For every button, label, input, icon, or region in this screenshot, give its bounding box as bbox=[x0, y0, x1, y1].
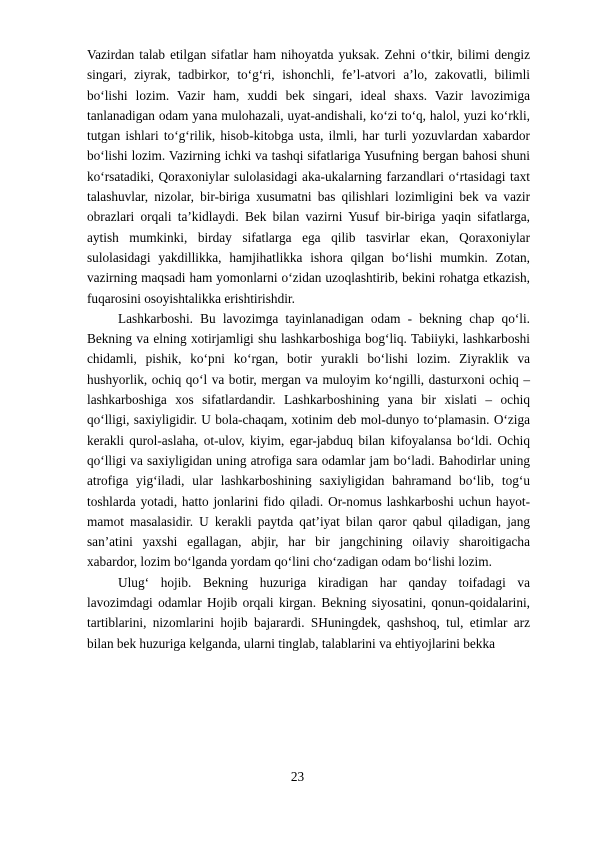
paragraph-lashkarboshi: Lashkarboshi. Bu lavozimga tayinlanadigan odam - bekning chap qo‘li. Bekning va elning xotirjamligi shu lashkarboshiga bog‘liq. Tabiiyki, lashkarboshi chidamli, pishik, ko‘pni ko‘rgan, botir yurakli bo‘lishi lozim. Ziyraklik va hushyorlik, ochiq qo‘l va botir, mergan va muloyim ko‘ngilli, dasturxoni ochiq – lashkarboshiga xos sifatlardandir. Lashkarboshining yana bir xislati – ochiq qo‘lligi, saxiyligidir. U bola-chaqam, xotinim deb mol-dunyo to‘plamasin. O‘ziga kerakli qurol-aslaha, ot-ulov, kiyim, egar-jabduq bilan kifoyalansa bo‘ldi. Ochiq qo‘lligi va saxiyligidan uning atrofiga sara odamlar jam bo‘ladi. Bahodirlar uning atrofiga yig‘iladi, ular lashkarboshining saxiyligidan bahramand bo‘lib, tog‘u toshlarda yotadi, hatto jonlarini fido qiladi. Or-nomus lashkarboshi uchun hayot-mamot masalasidir. U kerakli paytda qat’iyat bilan qaror qabul qiladigan, jang san’atini yaxshi egallagan, abjir, har bir jangchining oilaviy sharoitigacha xabardor, lozim bo‘lganda yordam qo‘lini cho‘zadigan odam bo‘lishi lozim. bbox=[87, 310, 530, 570]
paragraph-ulug-hojib: Ulug‘ hojib. Bekning huzuriga kiradigan har qanday toifadagi va lavozimdagi odamlar Hojib orqali kirgan. Bekning siyosatini, qonun-qoidalarini, tartiblarini, nizomlarini hojib bajarardi. SHuningdek, qashshoq, tul, etimlar arz bilan bek huzuriga kelganda, ularni tinglab, talablarini va ehtiyojlarini bekka bbox=[87, 574, 530, 651]
paragraph-vazir: Vazirdan talab etilgan sifatlar ham nihoyatda yuksak. Zehni o‘tkir, bilimi dengiz singari, ziyrak, tadbirkor, to‘g‘ri, ishonchli, fe’l-atvori a’lo, zakovatli, bilimli bo‘lishi lozim. Vazir ham, xuddi bek singari, ideal shaxs. Vazir lavozimiga tanlanadigan odam yana mulohazali, uyat-andishali, ko‘zi to‘q, halol, yuzi ko‘rkli, tutgan ishlari to‘g‘rilik, hisob-kitobga usta, ilmli, har turli yozuvlardan xabardor bo‘lishi lozim. Vazirning ichki va tashqi sifatlariga Yusufning bergan bahosi shuni ko‘rsatadiki, Qoraxoniylar sulolasidagi aka-ukalarning farzandlari o‘rtasidagi taxt talashuvlar, nizolar, bir-biriga xusumatni bas qilishlari lozimligini bek va vazir obrazlari orqali ta’kidlaydi. Bek bilan vazirni Yusuf bir-biriga yaqin sifatlarga, aytish mumkinki, birday sifatlarga ega qilib tasvirlar ekan, Qoraxoniylar sulolasidagi yakdillikka, hamjihatlikka ishora qilgan bo‘lishi mumkin. Zotan, vazirning maqsadi ham yomonlarni o‘zidan uzoqlashtirib, bekini rohatga etkazish, fuqarosini osoyishtalikka erishtirishdir. bbox=[87, 47, 530, 306]
page-number: 23 bbox=[290, 769, 305, 784]
body-text bbox=[87, 45, 530, 654]
